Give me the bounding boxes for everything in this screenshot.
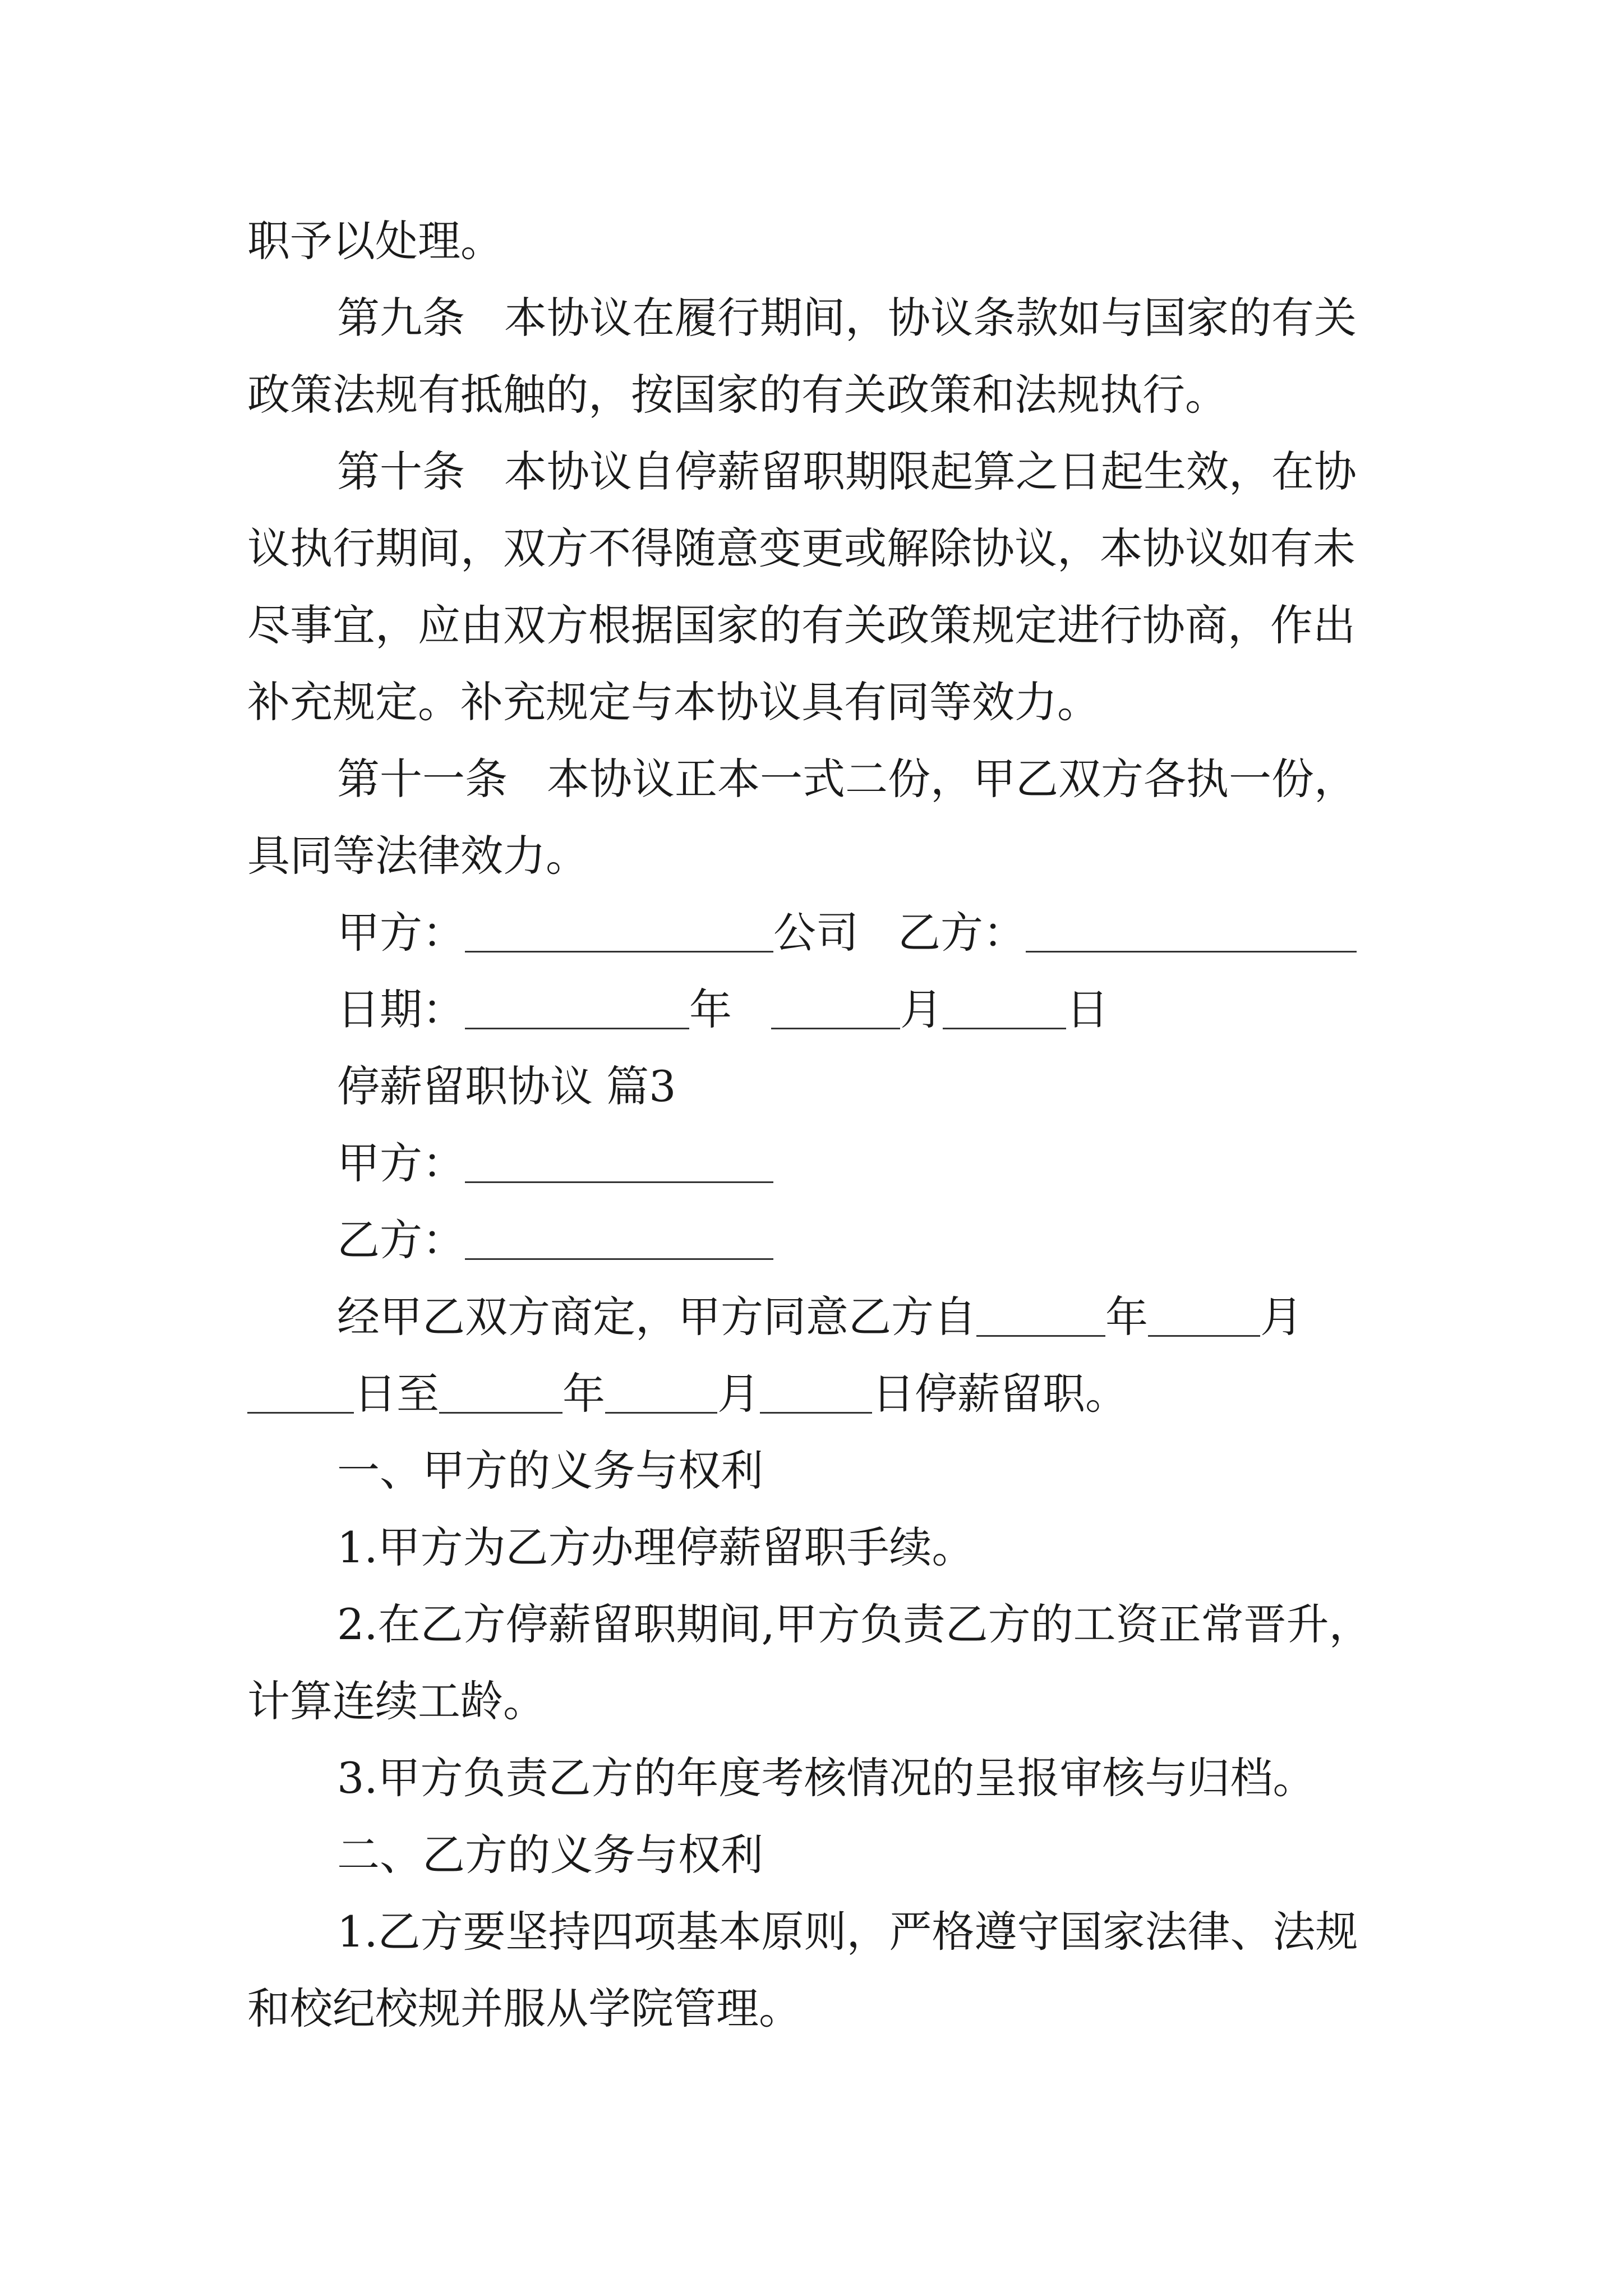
month-blank (771, 990, 900, 1029)
article-10-line-1 (247, 433, 1391, 510)
end-year-blank (439, 1374, 562, 1414)
paragraph-line: 和校纪校规并服从学院管理。 (247, 1984, 801, 2033)
start-month-blank (1148, 1297, 1260, 1337)
section-heading: 一、甲方的义务与权利 (337, 1446, 763, 1496)
year-label: 年 (1105, 1292, 1148, 1342)
article-9-line-1 (247, 279, 1391, 356)
party-a-blank (465, 913, 773, 953)
paragraph-line: 议执行期间，双方不得随意变更或解除协议，本协议如有未 (247, 523, 1355, 573)
list-item: 2.在乙方停薪留职期间,甲方负责乙方的工资正常晋升， (337, 1599, 1372, 1649)
month-label: 月 (1260, 1292, 1303, 1342)
month-label: 月 (900, 984, 943, 1034)
date-label: 日期： (337, 984, 465, 1034)
article-10-text: 本协议自停薪留职期限起算之日起生效，在协 (504, 447, 1357, 496)
section-heading: 二、乙方的义务与权利 (337, 1830, 763, 1880)
party-b-label: 乙方： (898, 908, 1026, 958)
document-body (247, 203, 1391, 2047)
article-9-heading: 第九条 (337, 293, 465, 343)
party-b-blank (1026, 913, 1357, 953)
section-title: 停薪留职协议 篇3 (337, 1061, 676, 1111)
party-a-blank (465, 1143, 773, 1183)
start-day-blank (247, 1374, 354, 1414)
signature-line (247, 894, 1391, 971)
intro-text: 经甲乙双方商定，甲方同意乙方自 (337, 1292, 976, 1342)
article-10-heading: 第十条 (337, 447, 465, 496)
article-11-text: 本协议正本一式二份，甲乙双方各执一份， (547, 754, 1357, 804)
list-item: 1.乙方要坚持四项基本原则，严格遵守国家法律、法规 (337, 1907, 1358, 1957)
year-label: 年 (562, 1369, 605, 1419)
day-to-label: 日至 (354, 1369, 439, 1419)
agreement-party-a (247, 1125, 1391, 1202)
party-b-blank (465, 1220, 773, 1260)
list-item: 3.甲方负责乙方的年度考核情况的呈报审核与归档。 (337, 1753, 1316, 1803)
paragraph-line: 计算连续工龄。 (247, 1676, 546, 1726)
paragraph-line: 职予以处理。 (247, 216, 503, 266)
date-line (247, 971, 1391, 1048)
article-9-text: 本协议在履行期间，协议条款如与国家的有关 (504, 293, 1357, 343)
day-label: 日 (1066, 984, 1109, 1034)
party-a-label: 甲方： (337, 1138, 465, 1188)
agreement-intro-line-2 (247, 1355, 1391, 1432)
paragraph-line: 尽事宜，应由双方根据国家的有关政策规定进行协商，作出 (247, 600, 1355, 650)
year-label: 年 (689, 984, 732, 1034)
month-label: 月 (717, 1369, 760, 1419)
end-day-blank (760, 1374, 872, 1414)
day-blank (943, 990, 1066, 1029)
agreement-party-b (247, 1202, 1391, 1278)
article-11-line-1 (247, 740, 1391, 817)
company-label: 公司 (773, 908, 859, 958)
party-b-label: 乙方： (337, 1215, 465, 1265)
list-item: 1.甲方为乙方办理停薪留职手续。 (337, 1522, 975, 1572)
paragraph-line: 补充规定。补充规定与本协议具有同等效力。 (247, 677, 1100, 727)
intro-end-text: 日停薪留职。 (872, 1369, 1128, 1419)
year-blank (465, 990, 689, 1029)
end-month-blank (605, 1374, 717, 1414)
party-a-label: 甲方： (337, 908, 465, 958)
start-year-blank (976, 1297, 1105, 1337)
agreement-intro-line-1 (247, 1278, 1391, 1355)
paragraph-line: 政策法规有抵触的，按国家的有关政策和法规执行。 (247, 370, 1228, 420)
article-11-heading: 第十一条 (337, 754, 508, 804)
paragraph-line: 具同等法律效力。 (247, 831, 588, 881)
